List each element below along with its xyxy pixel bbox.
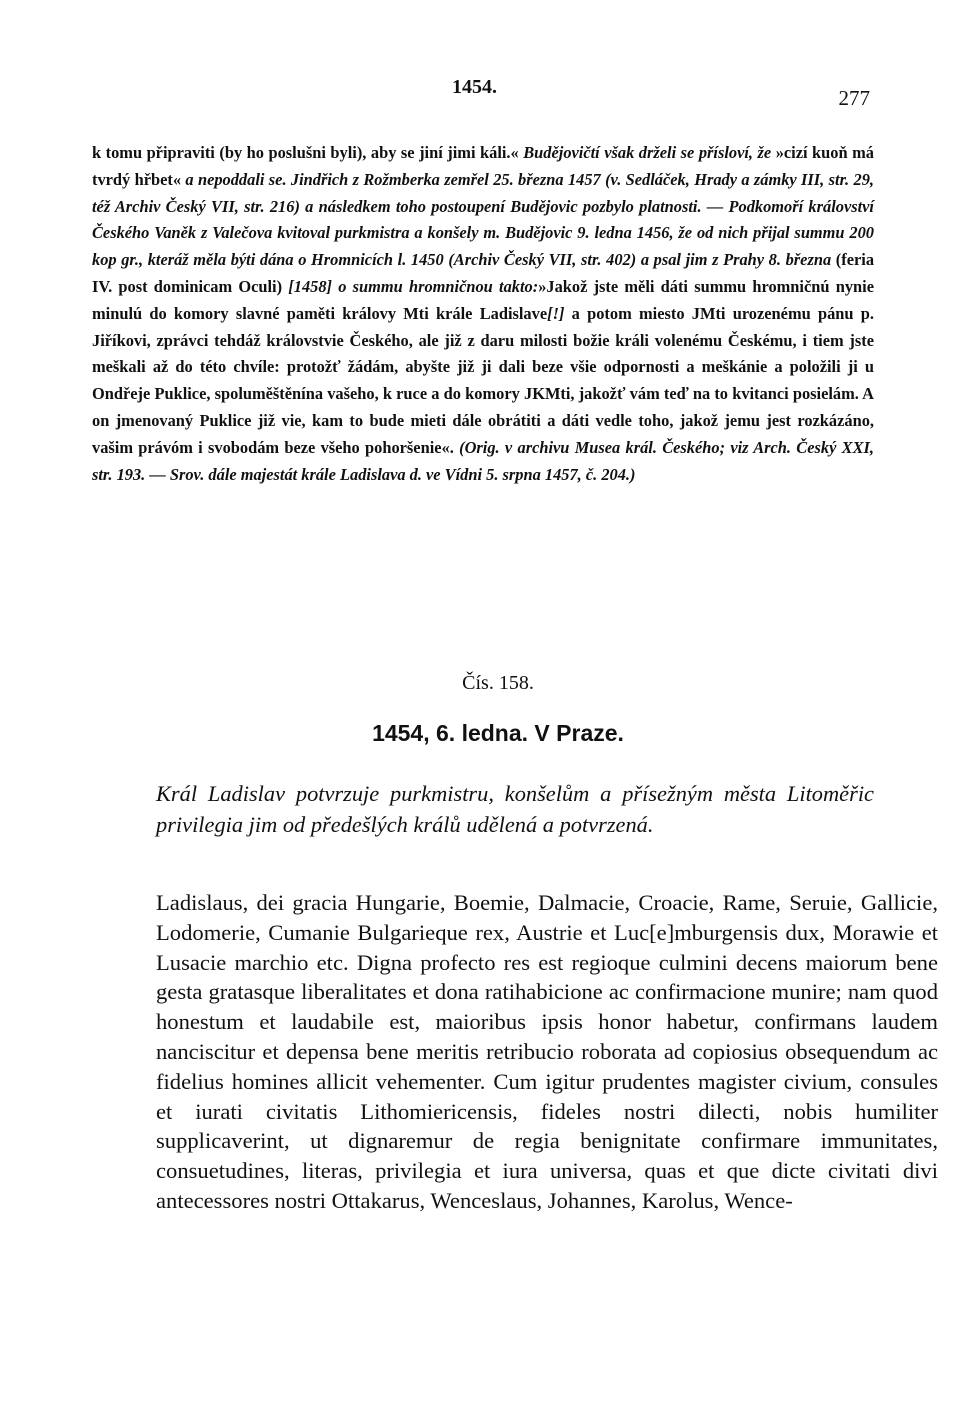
footnote-segment: »Jakož jste měli dáti summu hromničnú nynie minulú do komory slavné paměti královy Mti krále Ladislave	[92, 276, 874, 323]
footnote-segment: »cizí kuoň má tvrdý hřbet«	[92, 143, 874, 189]
running-head	[92, 76, 874, 110]
running-year: 1454.	[452, 76, 497, 98]
footnote-segment: (feria IV. post dominicam Oculi)	[92, 250, 875, 296]
book-page	[92, 0, 938, 1405]
footnote-segment: Budějovičtí však drželi se přísloví, že	[523, 143, 772, 162]
footnote-segment: (Orig. v archivu Musea král. Českého; viz Arch. Český XXI, str. 193. — Srov. dále majestát krále Ladislava d. ve Vídni 5. srpna 1457, č. 204.)	[92, 437, 874, 484]
footnote-paragraph	[92, 140, 874, 488]
document-summary: Král Ladislav potvrzuje purkmistru, konšelům a přísežným města Litoměřic privilegia jim od předešlých králů udělená a potvrzená.	[156, 781, 874, 837]
footnote-segment: [1458] o summu hromničnou takto:	[288, 276, 539, 296]
footnote-segment: a nepoddali se. Jindřich z Rožmberka zemřel 25. března 1457 (v. Sedláček, Hrady a zámky III, str. 29, též Archiv Český VII, str. 216) a následkem toho postoupení Budějovic pozbylo platnosti. — Podkomoří království Českého Vaněk z Valečova kvitoval purkmistra a konšely m. Budějovic 9. ledna 1456, že od nich přijal summu 200 kop gr., kteráž měla býti dána o Hromnicích l. 1450 (Archiv Český VII, str. 402) a psal jim z Prahy 8. března	[92, 169, 874, 270]
document-number: Čís. 158.	[462, 672, 534, 694]
document-text: Ladislaus, dei gracia Hungarie, Boemie, Dalmacie, Croacie, Rame, Seruie, Gallicie, Lodomerie, Cumanie Bulgarieque rex, Austrie et Luc[e]mburgensis dux, Morawie et Lusacie marchio etc. Digna profecto res est regioque culmini decens maiorum bene gesta gratasque liberalitates et dona ratihabicione ac confirmacione munire; nam quod honestum et laudabile est, maioribus ipsis honor habetur, confirmans laudem nanciscitur et depensa bene meritis retribucio roborata ad copiosius obsequendum ac fidelius homines allicit vehementer. Cum igitur prudentes magister civium, consules et iurati civitatis Lithomiericensis, fideles nostri dilecti, nobis humiliter supplicaverint, ut dignaremur de regia benignitate confirmare immunitates, consuetudines, literas, privilegia et iura universa, quas et que dicte civitati divi antecessores nostri Ottakarus, Wenceslaus, Johannes, Karolus, Wence-	[156, 890, 938, 1213]
document-date-place: 1454, 6. ledna. V Praze.	[372, 720, 624, 746]
footnote-segment: [!]	[547, 303, 565, 323]
page-number: 277	[838, 86, 870, 110]
footnote-segment: a potom miesto JMti urozenému pánu p. Jiříkovi, zprávci tehdáž královstvie Českého, ale již z daru milosti božie králi volenému Českému, i tiem jste meškali až do této chvíle: protožť žádám, abyšte již ji dali beze všie odpornosti a meškánie a položili ji u Ondřeje Puklice, spoluměštěnína vašeho, k ruce a do komory JKMti, jakožť vám teď na to kvitanci posielám. A on jmenovaný Puklice již vie, kam to bude mieti dále obrátiti a dáti vedle toho, jakož jemu jest rozkázáno, vašim právóm i svobodám beze všeho pohoršenie«.	[92, 303, 874, 457]
footnote-segment: k tomu připraviti (by ho poslušni byli), aby se jiní jimi káli.«	[92, 143, 519, 162]
